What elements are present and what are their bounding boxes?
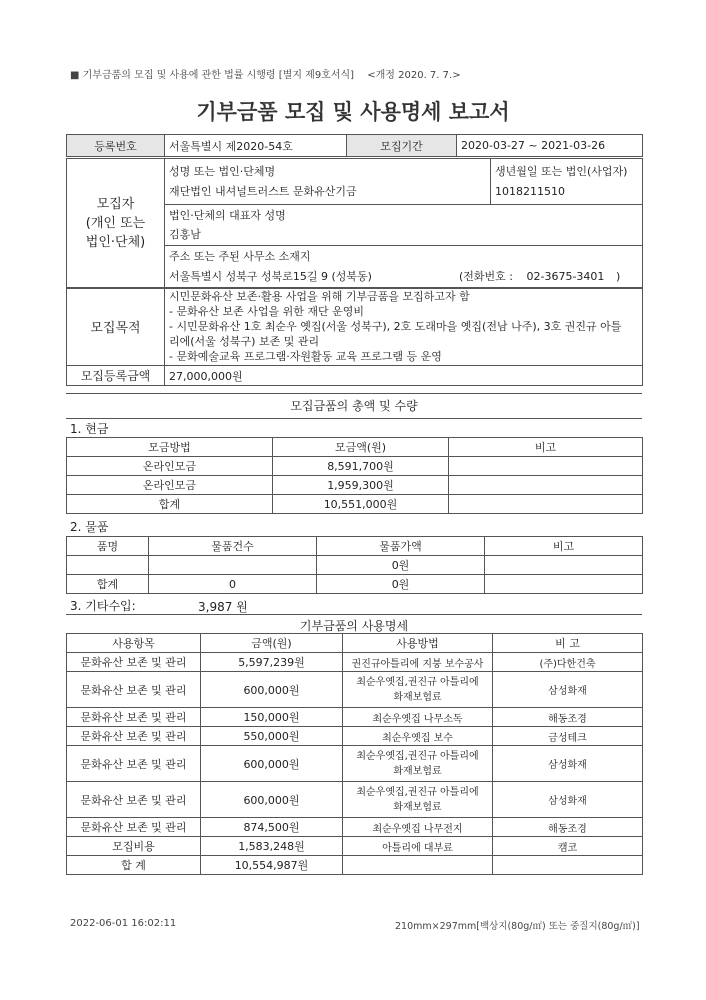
period-value: 2020-03-27 ~ 2021-03-26 [457, 135, 643, 157]
usage-header: 비 고 [493, 634, 643, 653]
address-label: 주소 또는 주된 사무소 소재지 [169, 250, 311, 263]
goods-section-label: 2. 물품 [70, 520, 109, 534]
usage-header: 사용항목 [67, 634, 201, 653]
target-value: 27,000,000원 [165, 366, 643, 386]
table-row: 문화유산 보존 및 관리 5,597,239원 권진규아틀리에 지붕 보수공사 (주)다한건축 [67, 653, 643, 672]
table-row: 합계 10,551,000원 [67, 495, 643, 514]
table-row: 문화유산 보존 및 관리 550,000원 최순우옛집 보수 금성테크 [67, 727, 643, 746]
collector-name-label: 성명 또는 법인·단체명 [169, 164, 276, 178]
other-income-label: 3. 기타수입: [70, 599, 136, 613]
goods-table [66, 536, 643, 594]
phone-close: ) [615, 270, 621, 283]
purpose-line: - 문화예술교육 프로그램·자원활동 교육 프로그램 등 운영 [169, 350, 442, 363]
table-row: 합 계 10,554,987원 [67, 856, 643, 875]
purpose-label: 모집목적 [67, 288, 165, 366]
table-row: 온라인모금 1,959,300원 [67, 476, 643, 495]
collector-name-value: 재단법인 내셔널트러스트 문화유산기금 [169, 184, 357, 198]
goods-header: 비고 [485, 537, 643, 556]
usage-header: 사용방법 [343, 634, 493, 653]
purpose-line: 시민문화유산 보존·활용 사업을 위해 기부금품을 모집하고자 함 [169, 290, 470, 303]
cash-header: 비고 [449, 438, 643, 457]
table-row: 문화유산 보존 및 관리 600,000원 최순우옛집,권진규 아틀리에 화재보험료 삼성화재 [67, 746, 643, 782]
table-row: 문화유산 보존 및 관리 150,000원 최순우옛집 나무소독 해동조경 [67, 708, 643, 727]
table-row: 모집비용 1,583,248원 아틀리에 대부료 캠코 [67, 837, 643, 856]
collector-table [66, 158, 643, 289]
other-income-value: 3,987 원 [198, 600, 248, 614]
table-row: 합계 0 0원 [67, 575, 643, 594]
reg-no-value: 서울특별시 제2020-54호 [165, 135, 347, 157]
footer-timestamp: 2022-06-01 16:02:11 [70, 918, 177, 929]
table-row: 문화유산 보존 및 관리 874,500원 최순우옛집 나무전지 해동조경 [67, 818, 643, 837]
footer-paper-spec: 210mm×297mm[백상지(80g/㎡) 또는 중질지(80g/㎡)] [395, 921, 640, 932]
period-label: 모집기간 [347, 135, 457, 157]
rep-value: 김홍남 [169, 228, 201, 241]
collector-id-value: 1018211510 [495, 184, 565, 198]
table-row: 0원 [67, 556, 643, 575]
purpose-line: - 시민문화유산 1호 최순우 옛집(서울 성북구), 2호 도래마을 옛집(전남 나주), 3호 권진규 아틀 [169, 320, 622, 333]
purpose-line: - 문화유산 보존 사업을 위한 재단 운영비 [169, 305, 364, 318]
revision-note: <개정 2020. 7. 7.> [367, 70, 461, 81]
cash-header: 모금방법 [67, 438, 273, 457]
cash-header: 모금액(원) [273, 438, 449, 457]
purpose-table [66, 287, 643, 386]
usage-table [66, 633, 643, 875]
table-row: 온라인모금 8,591,700원 [67, 457, 643, 476]
page-title: 기부금품 모집 및 사용명세 보고서 [196, 100, 510, 124]
goods-header: 품명 [67, 537, 149, 556]
totals-title: 모집금품의 총액 및 수량 [290, 399, 418, 413]
target-label: 모집등록금액 [67, 366, 165, 386]
usage-header: 금액(원) [201, 634, 343, 653]
usage-title: 기부금품의 사용명세 [299, 619, 409, 633]
goods-header: 물품가액 [317, 537, 485, 556]
phone-label: (전화번호 : [459, 270, 513, 283]
law-reference: ■ 기부금품의 모집 및 사용에 관한 법률 시행령 [별지 제9호서식] <개정 2020. 7. 7.> [70, 70, 461, 81]
phone [459, 267, 620, 287]
collector-label: 모집자 (개인 또는 법인·단체) [67, 159, 165, 289]
cash-section-label: 1. 현금 [70, 422, 109, 436]
rep-label: 법인·단체의 대표자 성명 [169, 209, 286, 222]
table-row: 문화유산 보존 및 관리 600,000원 최순우옛집,권진규 아틀리에 화재보험료 삼성화재 [67, 672, 643, 708]
phone-value: 02-3675-3401 [526, 270, 605, 283]
goods-header: 물품건수 [149, 537, 317, 556]
address-value: 서울특별시 성북구 성북로15길 9 (성북동) [169, 270, 372, 283]
cash-table [66, 437, 643, 514]
collector-id-label: 생년월일 또는 법인(사업자) [495, 164, 628, 178]
purpose-line: 리에(서울 성북구) 보존 및 관리 [169, 335, 320, 348]
registration-table [66, 134, 643, 157]
reg-no-label: 등록번호 [67, 135, 165, 157]
table-row: 문화유산 보존 및 관리 600,000원 최순우옛집,권진규 아틀리에 화재보험료 삼성화재 [67, 782, 643, 818]
